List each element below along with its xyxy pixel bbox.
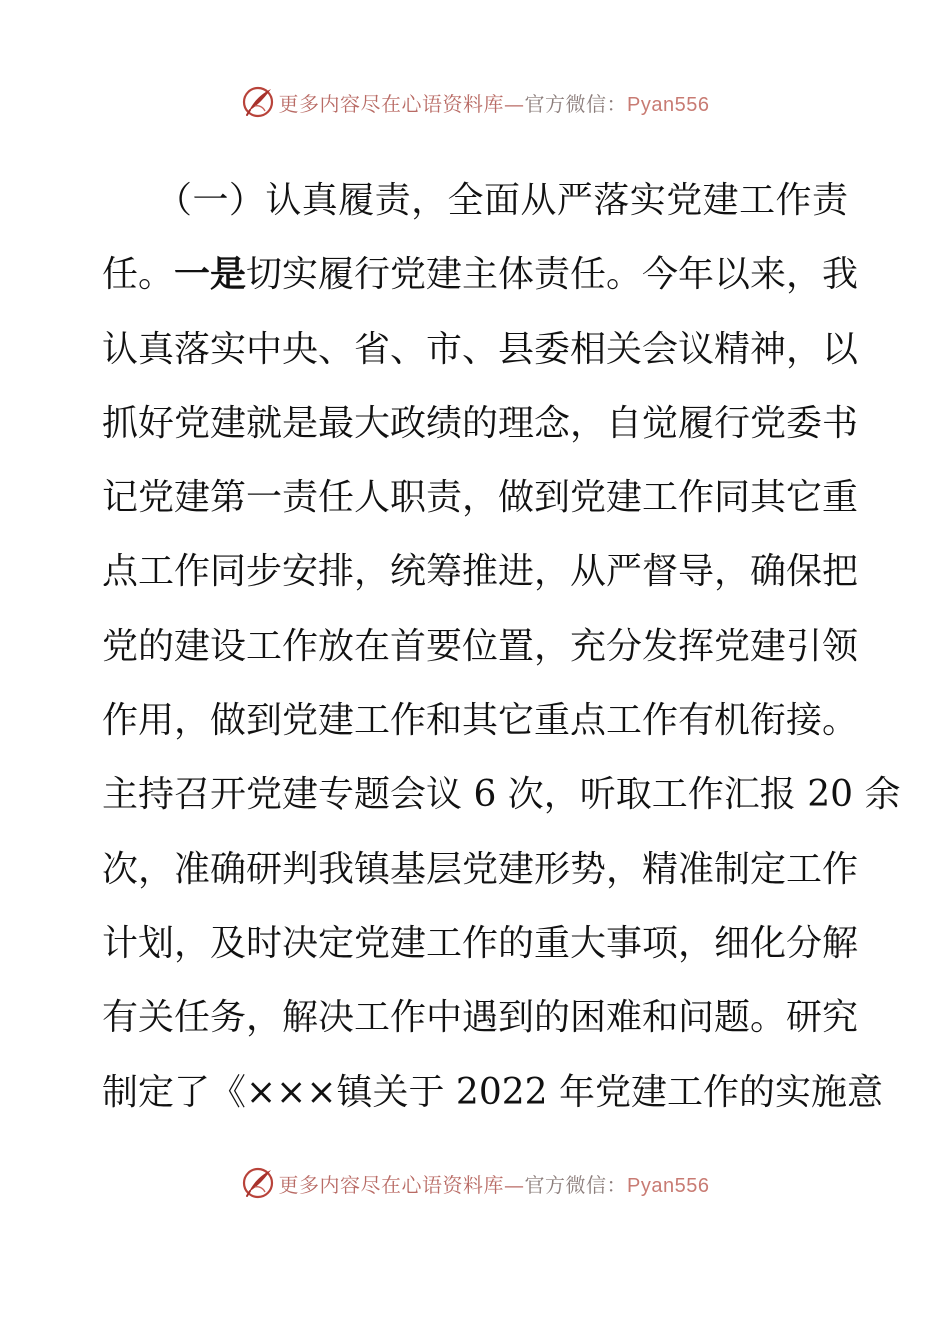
- paragraph-line: 认真落实中央、省、市、县委相关会议精神，以: [102, 328, 859, 370]
- quill-circle-logo-icon: [241, 1166, 275, 1200]
- header-watermark: [0, 80, 950, 124]
- bold-keyword: 一是: [174, 254, 247, 296]
- paragraph-line: 党的建设工作放在首要位置，充分发挥党建引领: [102, 625, 859, 667]
- paragraph-line: （一）认真履责，全面从严落实党建工作责: [156, 180, 848, 221]
- header-watermark-text: 更多内容尽在心语资料库—官方微信：Pyan556: [278, 91, 710, 116]
- paragraph-line: 制定了《×××镇关于 2022 年党建工作的实施意: [102, 1071, 883, 1113]
- paragraph-line: 记党建第一责任人职责，做到党建工作同其它重: [102, 477, 859, 519]
- paragraph-line: 次，准确研判我镇基层党建形势，精准制定工作: [102, 848, 859, 890]
- quill-circle-logo-icon: [241, 85, 275, 119]
- paragraph-line: 点工作同步安排，统筹推进，从严督导，确保把: [102, 551, 859, 593]
- paragraph-line: 主持召开党建专题会议 6 次，听取工作汇报 20 余: [102, 774, 901, 816]
- paragraph-line: 任。一是切实履行党建主体责任。今年以来，我: [102, 254, 859, 296]
- footer-watermark-text: 更多内容尽在心语资料库—官方微信：Pyan556: [278, 1172, 710, 1197]
- paragraph-line: 计划，及时决定党建工作的重大事项，细化分解: [102, 922, 859, 964]
- paragraph-line: 作用，做到党建工作和其它重点工作有机衔接。: [102, 700, 859, 742]
- paragraph-line: 抓好党建就是最大政绩的理念，自觉履行党委书: [102, 402, 859, 444]
- document-body: [102, 164, 901, 1130]
- paragraph-line: 有关任务，解决工作中遇到的困难和问题。研究: [102, 997, 859, 1039]
- footer-watermark: [0, 1161, 950, 1205]
